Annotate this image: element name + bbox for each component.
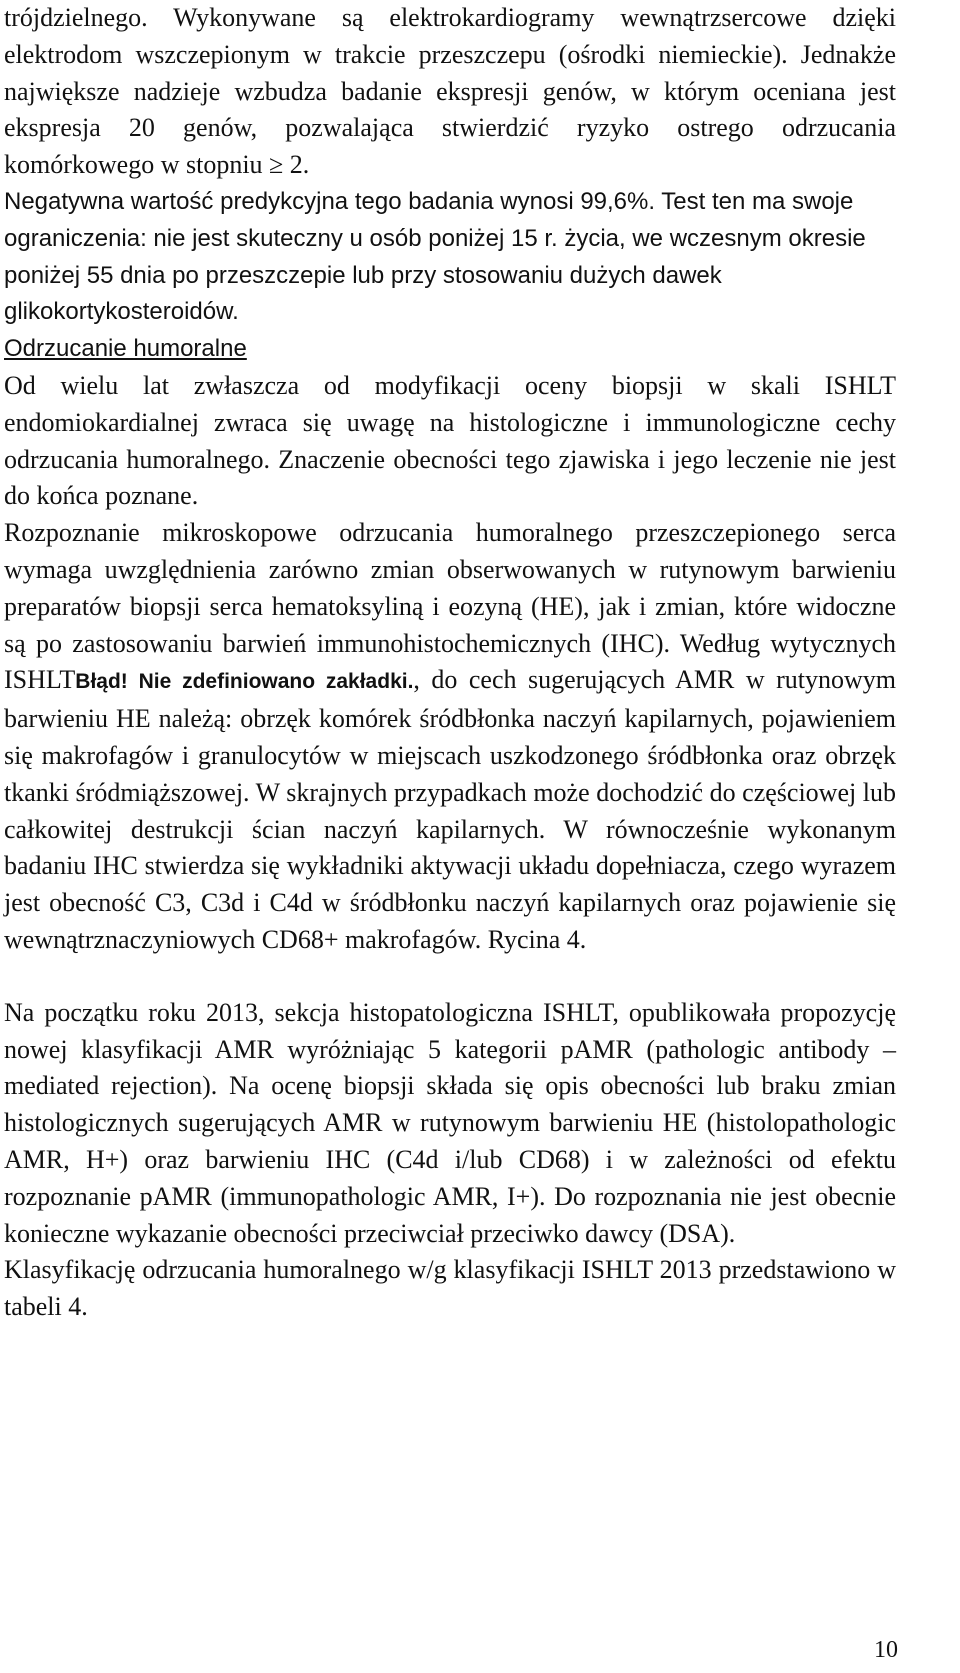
paragraph-humoral-2 (4, 515, 896, 959)
bookmark-error: Błąd! Nie zdefiniowano zakładki. (75, 670, 414, 694)
paragraph-gap (4, 959, 896, 995)
page-number: 10 (874, 1637, 898, 1663)
paragraph-humoral-2-part-a: Rozpoznanie mikroskopowe odrzucania humoralnego przeszczepionego serca wymaga uwzględnienia zarówno zmian obserwowanych w rutynowym barwieniu preparatów biopsji serca hematoksyliną i eozyną (HE), jak i zmian, które widoczne są po zastosowaniu barwień immunohistochemicznych (IHC). Według wytycznych ISHLT (4, 518, 896, 695)
document-page (4, 0, 896, 1326)
paragraph-intro-sans: Negatywna wartość predykcyjna tego badania wynosi 99,6%. Test ten ma swoje ograniczenia: nie jest skuteczny u osób poniżej 15 r. życia, we wczesnym okresie poniżej 55 dnia po przeszczepie lub przy stosowaniu dużych dawek glikokortykosteroidów. (4, 187, 866, 326)
paragraph-table-reference: Klasyfikację odrzucania humoralnego w/g klasyfikacji ISHLT 2013 przedstawiono w tabeli 4. (4, 1255, 896, 1322)
paragraph-intro-serif: trójdzielnego. Wykonywane są elektrokardiogramy wewnątrzsercowe dzięki elektrodom wszczepionym w trakcie przeszczepu (ośrodki niemieckie). Jednakże największe nadzieje wzbudza badanie ekspresji genów, w którym oceniana jest ekspresja 20 genów, pozwalająca stwierdzić ryzyko ostrego odrzucania komórkowego w stopniu ≥ 2. (4, 3, 896, 180)
paragraph-humoral-2-part-b: , do cech sugerujących AMR w rutynowym barwieniu HE należą: obrzęk komórek śródbłonka naczyń kapilarnych, pojawieniem się makrofagów i granulocytów w miejscach uszkodzonego śródbłonka oraz obrzęk tkanki śródmiąższowej. W skrajnych przypadkach może dochodzić do częściowej lub całkowitej destrukcji ścian naczyń kapilarnych. W równocześnie wykonanym badaniu IHC stwierdza się wykładniki aktywacji układu dopełniacza, czego wyrazem jest obecność C3, C3d i C4d w śródbłonku naczyń kapilarnych oraz pojawienie się wewnątrznaczyniowych CD68+ makrofagów. Rycina 4. (4, 665, 896, 954)
section-heading: Odrzucanie humoralne (4, 335, 247, 363)
paragraph-2013: Na początku roku 2013, sekcja histopatologiczna ISHLT, opublikowała propozycję nowej klasyfikacji AMR wyróżniając 5 kategorii pAMR (pathologic antibody –mediated rejection). Na ocenę biopsji składa się opis obecności lub braku zmian histologicznych sugerujących AMR w rutynowym barwieniu HE (histolopathologic AMR, H+) oraz barwieniu IHC (C4d i/lub CD68) i w zależności od efektu rozpoznanie pAMR (immunopathologic AMR, I+). Do rozpoznania nie jest obecnie konieczne wykazanie obecności przeciwciał przeciwko dawcy (DSA). (4, 997, 896, 1248)
paragraph-humoral-1: Od wielu lat zwłaszcza od modyfikacji oceny biopsji w skali ISHLT endomiokardialnej zwraca się uwagę na histologiczne i immunologiczne cechy odrzucania humoralnego. Znaczenie obecności tego zjawiska i jego leczenie nie jest do końca poznane. (4, 370, 896, 511)
